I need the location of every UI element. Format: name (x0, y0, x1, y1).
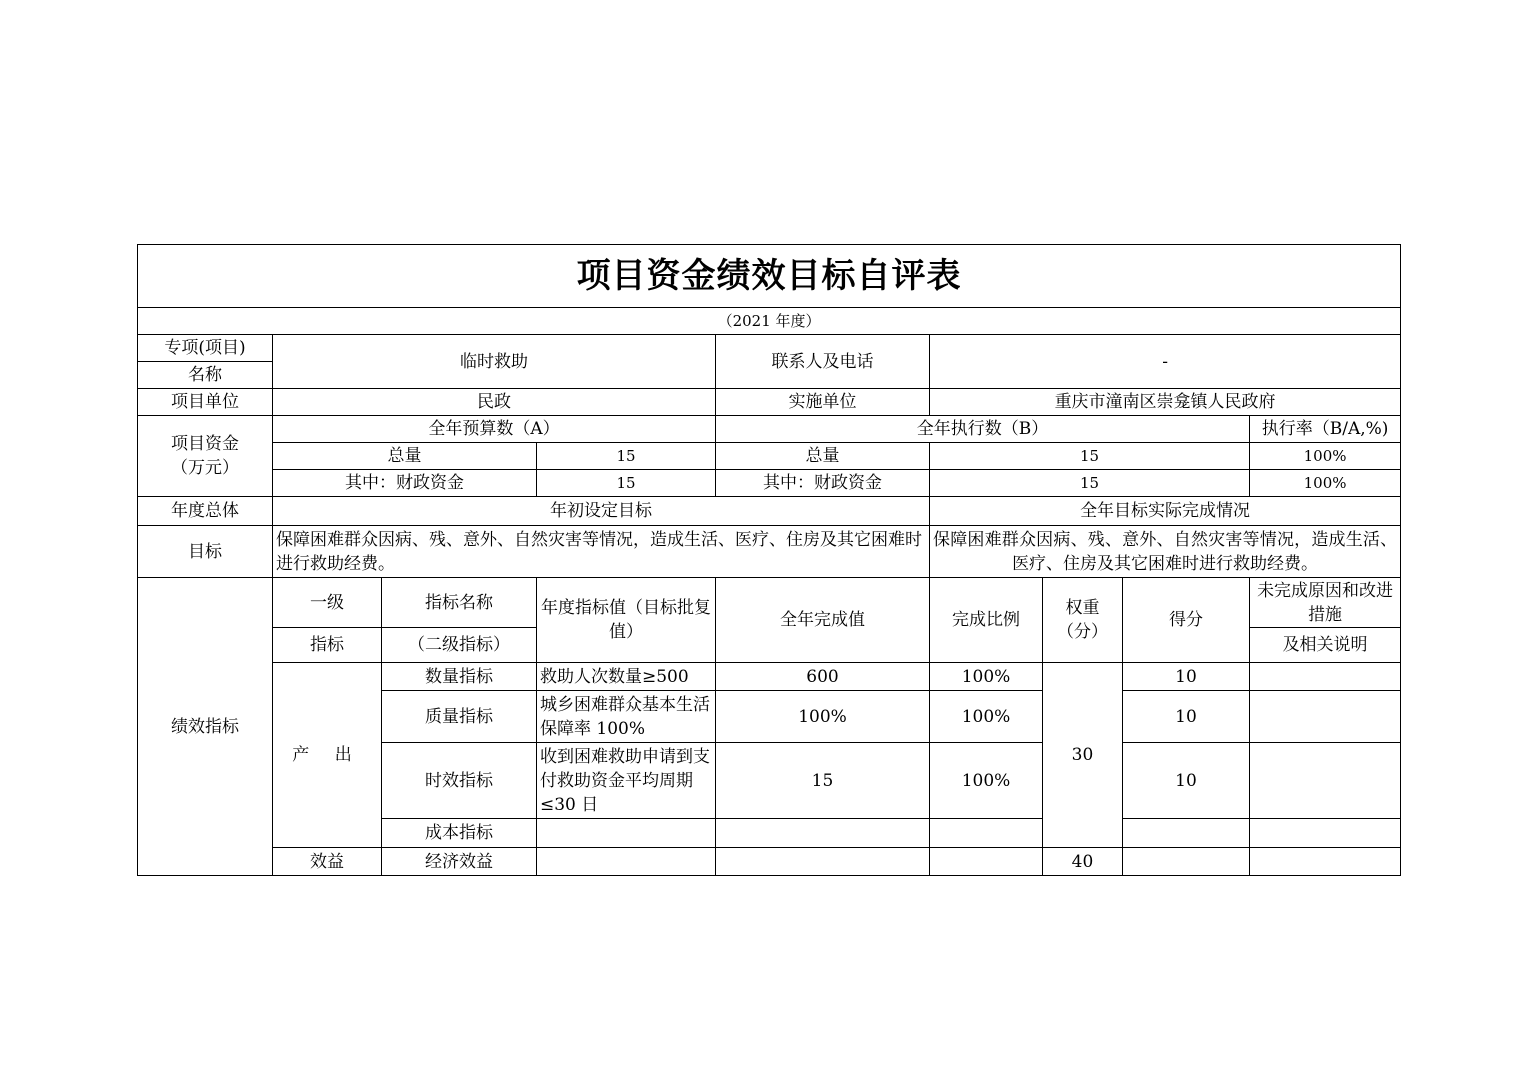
form-title: 项目资金绩效目标自评表 (138, 245, 1401, 308)
project-unit-label: 项目单位 (138, 389, 273, 416)
rate-header: 执行率（B/A,%) (1250, 416, 1401, 443)
ratio-header: 完成比例 (930, 578, 1043, 663)
goal-initial-text: 保障困难群众因病、残、意外、自然灾害等情况，造成生活、医疗、住房及其它困难时进行救助经费。 (273, 526, 930, 578)
goal-initial-header: 年初设定目标 (273, 497, 930, 526)
row2-score: 10 (1123, 743, 1250, 819)
total-budget: 15 (537, 443, 716, 470)
benefit-weight: 40 (1043, 848, 1123, 876)
contact-label: 联系人及电话 (716, 335, 930, 389)
performance-self-evaluation-form (137, 244, 1400, 876)
row2-target: 收到困难救助申请到支付救助资金平均周期≤30 日 (537, 743, 716, 819)
benefit-name: 经济效益 (382, 848, 537, 876)
benefit-actual (716, 848, 930, 876)
reason-header-b: 及相关说明 (1250, 628, 1401, 663)
row3-actual (716, 819, 930, 848)
row3-name: 成本指标 (382, 819, 537, 848)
row3-score (1123, 819, 1250, 848)
row3-target (537, 819, 716, 848)
score-header: 得分 (1123, 578, 1250, 663)
benefit-ratio (930, 848, 1043, 876)
benefit-score (1123, 848, 1250, 876)
funds-label-1: 项目资金 (171, 434, 239, 454)
row3-reason (1250, 819, 1401, 848)
row0-ratio: 100% (930, 663, 1043, 691)
total-exec: 15 (930, 443, 1250, 470)
exec-header: 全年执行数（B） (716, 416, 1250, 443)
goal-actual-header: 全年目标实际完成情况 (930, 497, 1401, 526)
indicator-name-header-b: （二级指标） (382, 628, 537, 663)
level1-header-a: 一级 (273, 578, 382, 628)
row3-ratio (930, 819, 1043, 848)
funds-label (138, 416, 273, 497)
benefit-label: 效益 (273, 848, 382, 876)
budget-header: 全年预算数（A） (273, 416, 716, 443)
fiscal-label-b: 其中：财政资金 (716, 470, 930, 497)
actual-header: 全年完成值 (716, 578, 930, 663)
row0-target: 救助人次数量≥500 (537, 663, 716, 691)
level1-header-b: 指标 (273, 628, 382, 663)
form-table (137, 244, 1401, 876)
total-label: 总量 (273, 443, 537, 470)
project-name-label-2: 名称 (138, 362, 273, 389)
goal-actual-text: 保障困难群众因病、残、意外、自然灾害等情况，造成生活、医疗、住房及其它困难时进行救助经费。 (930, 526, 1401, 578)
fiscal-label: 其中：财政资金 (273, 470, 537, 497)
form-year: （2021 年度） (138, 308, 1401, 335)
target-header: 年度指标值（目标批复值） (537, 578, 716, 663)
total-label-b: 总量 (716, 443, 930, 470)
row1-name: 质量指标 (382, 691, 537, 743)
impl-unit: 重庆市潼南区崇龛镇人民政府 (930, 389, 1401, 416)
weight-header (1043, 578, 1123, 663)
project-name: 临时救助 (273, 335, 716, 389)
row2-name: 时效指标 (382, 743, 537, 819)
row0-score: 10 (1123, 663, 1250, 691)
goal-label-2: 目标 (138, 526, 273, 578)
row2-actual: 15 (716, 743, 930, 819)
row1-target: 城乡困难群众基本生活保障率 100% (537, 691, 716, 743)
indicator-name-header-a: 指标名称 (382, 578, 537, 628)
output-weight: 30 (1043, 663, 1123, 848)
row1-actual: 100% (716, 691, 930, 743)
weight-header-b: （分） (1057, 622, 1108, 642)
fiscal-budget: 15 (537, 470, 716, 497)
row2-reason (1250, 743, 1401, 819)
row1-reason (1250, 691, 1401, 743)
row0-name: 数量指标 (382, 663, 537, 691)
contact-value: - (930, 335, 1401, 389)
row0-actual: 600 (716, 663, 930, 691)
benefit-target (537, 848, 716, 876)
project-unit: 民政 (273, 389, 716, 416)
row1-ratio: 100% (930, 691, 1043, 743)
fiscal-exec: 15 (930, 470, 1250, 497)
perf-label: 绩效指标 (138, 578, 273, 876)
funds-label-2: （万元） (171, 458, 239, 478)
output-label: 产 出 (273, 663, 382, 848)
row2-ratio: 100% (930, 743, 1043, 819)
impl-unit-label: 实施单位 (716, 389, 930, 416)
project-name-label-1: 专项(项目) (138, 335, 273, 362)
row1-score: 10 (1123, 691, 1250, 743)
total-rate: 100% (1250, 443, 1401, 470)
reason-header-a: 未完成原因和改进措施 (1250, 578, 1401, 628)
weight-header-a: 权重 (1065, 598, 1100, 618)
benefit-reason (1250, 848, 1401, 876)
goal-label-1: 年度总体 (138, 497, 273, 526)
fiscal-rate: 100% (1250, 470, 1401, 497)
row0-reason (1250, 663, 1401, 691)
